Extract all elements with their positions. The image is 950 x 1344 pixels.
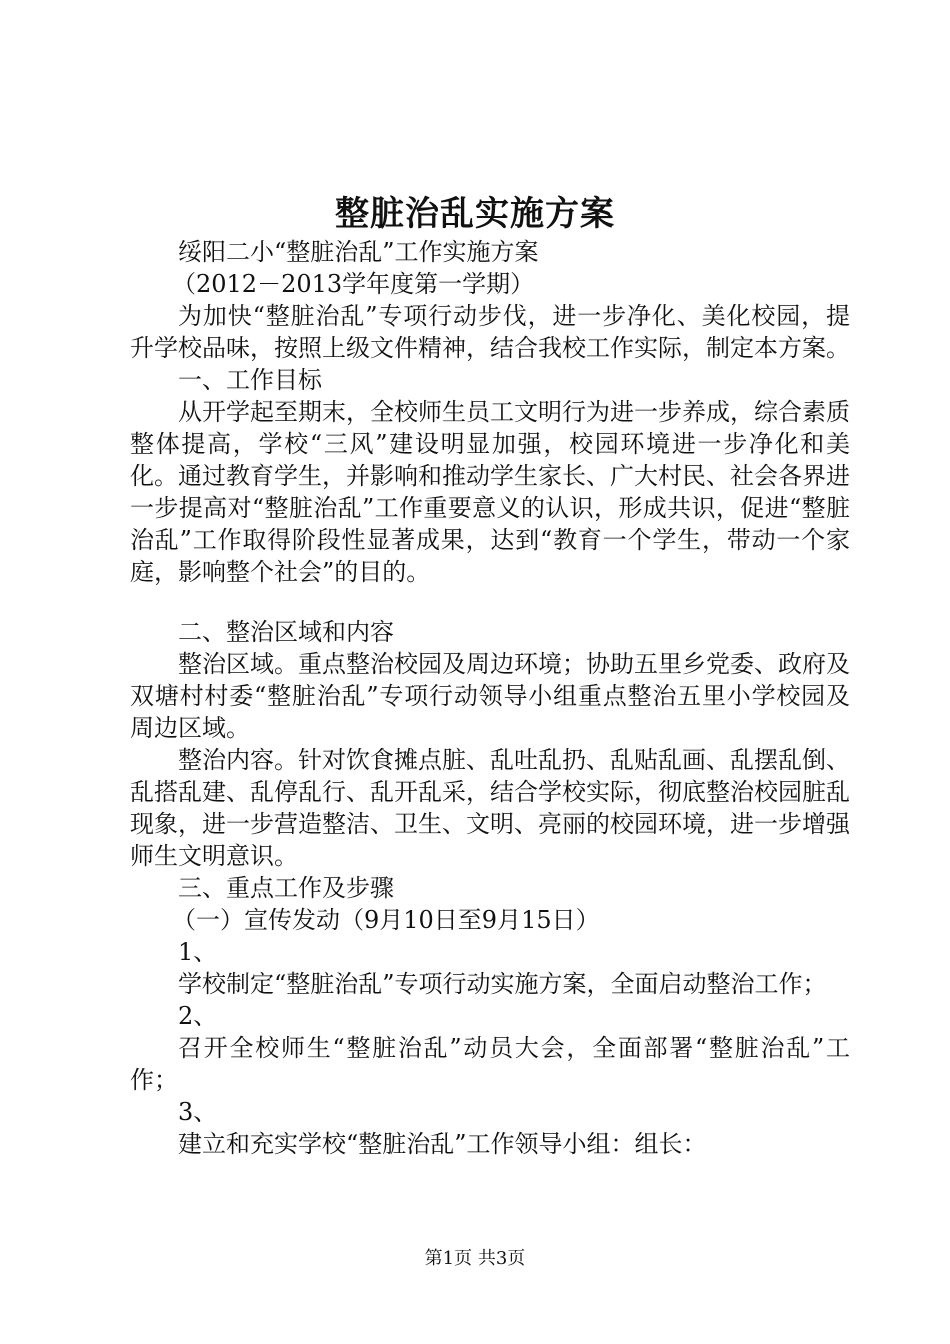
item-text-3: 建立和充实学校“整脏治乱”工作领导小组：组长：	[178, 1130, 707, 1158]
intro-paragraph: 为加快“整脏治乱”专项行动步伐，进一步净化、美化校园，提升学校品味，按照上级文件精神，结合我校工作实际，制定本方案。	[130, 302, 850, 362]
page-number-footer: 第1页 共3页	[424, 1248, 526, 1269]
item-text-1: 学校制定“整脏治乱”专项行动实施方案，全面启动整治工作；	[178, 970, 827, 998]
scope-content-paragraph: 整治内容。针对饮食摊点脏、乱吐乱扔、乱贴乱画、乱摆乱倒、乱搭乱建、乱停乱行、乱开乱采，结合学校实际，彻底整治校园脏乱现象，进一步营造整洁、卫生、文明、亮丽的校园环境，进一步增强师生文明意识。	[130, 746, 850, 870]
item-text-2: 召开全校师生“整脏治乱”动员大会，全面部署“整脏治乱”工作；	[130, 1034, 850, 1094]
item-number-3: 3、	[178, 1098, 218, 1126]
goals-paragraph: 从开学起至期末，全校师生员工文明行为进一步养成，综合素质整体提高，学校“三风”建设明显加强，校园环境进一步净化和美化。通过教育学生，并影响和推动学生家长、广大村民、社会各界进一步提高对“整脏治乱”工作重要意义的认识，形成共识，促进“整脏治乱”工作取得阶段性显著成果，达到“教育一个学生，带动一个家庭，影响整个社会”的目的。	[130, 398, 850, 586]
item-number-1: 1、	[178, 938, 218, 966]
section-heading-scope: 二、整治区域和内容	[178, 618, 394, 646]
step-one-heading: （一）宣传发动（9月10日至9月15日）	[172, 906, 600, 934]
scope-area-paragraph: 整治区域。重点整治校园及周边环境；协助五里乡党委、政府及双塘村村委“整脏治乱”专项行动领导小组重点整治五里小学校园及周边区域。	[130, 650, 850, 742]
paragraph-spacer	[130, 588, 850, 616]
document-body	[130, 236, 850, 1160]
school-term-line: （2012－2013学年度第一学期）	[172, 270, 535, 298]
section-heading-goals: 一、工作目标	[178, 366, 322, 394]
school-plan-heading: 绥阳二小“整脏治乱”工作实施方案	[178, 238, 539, 266]
section-heading-steps: 三、重点工作及步骤	[178, 874, 394, 902]
document-title: 整脏治乱实施方案	[335, 194, 615, 234]
item-number-2: 2、	[178, 1002, 218, 1030]
